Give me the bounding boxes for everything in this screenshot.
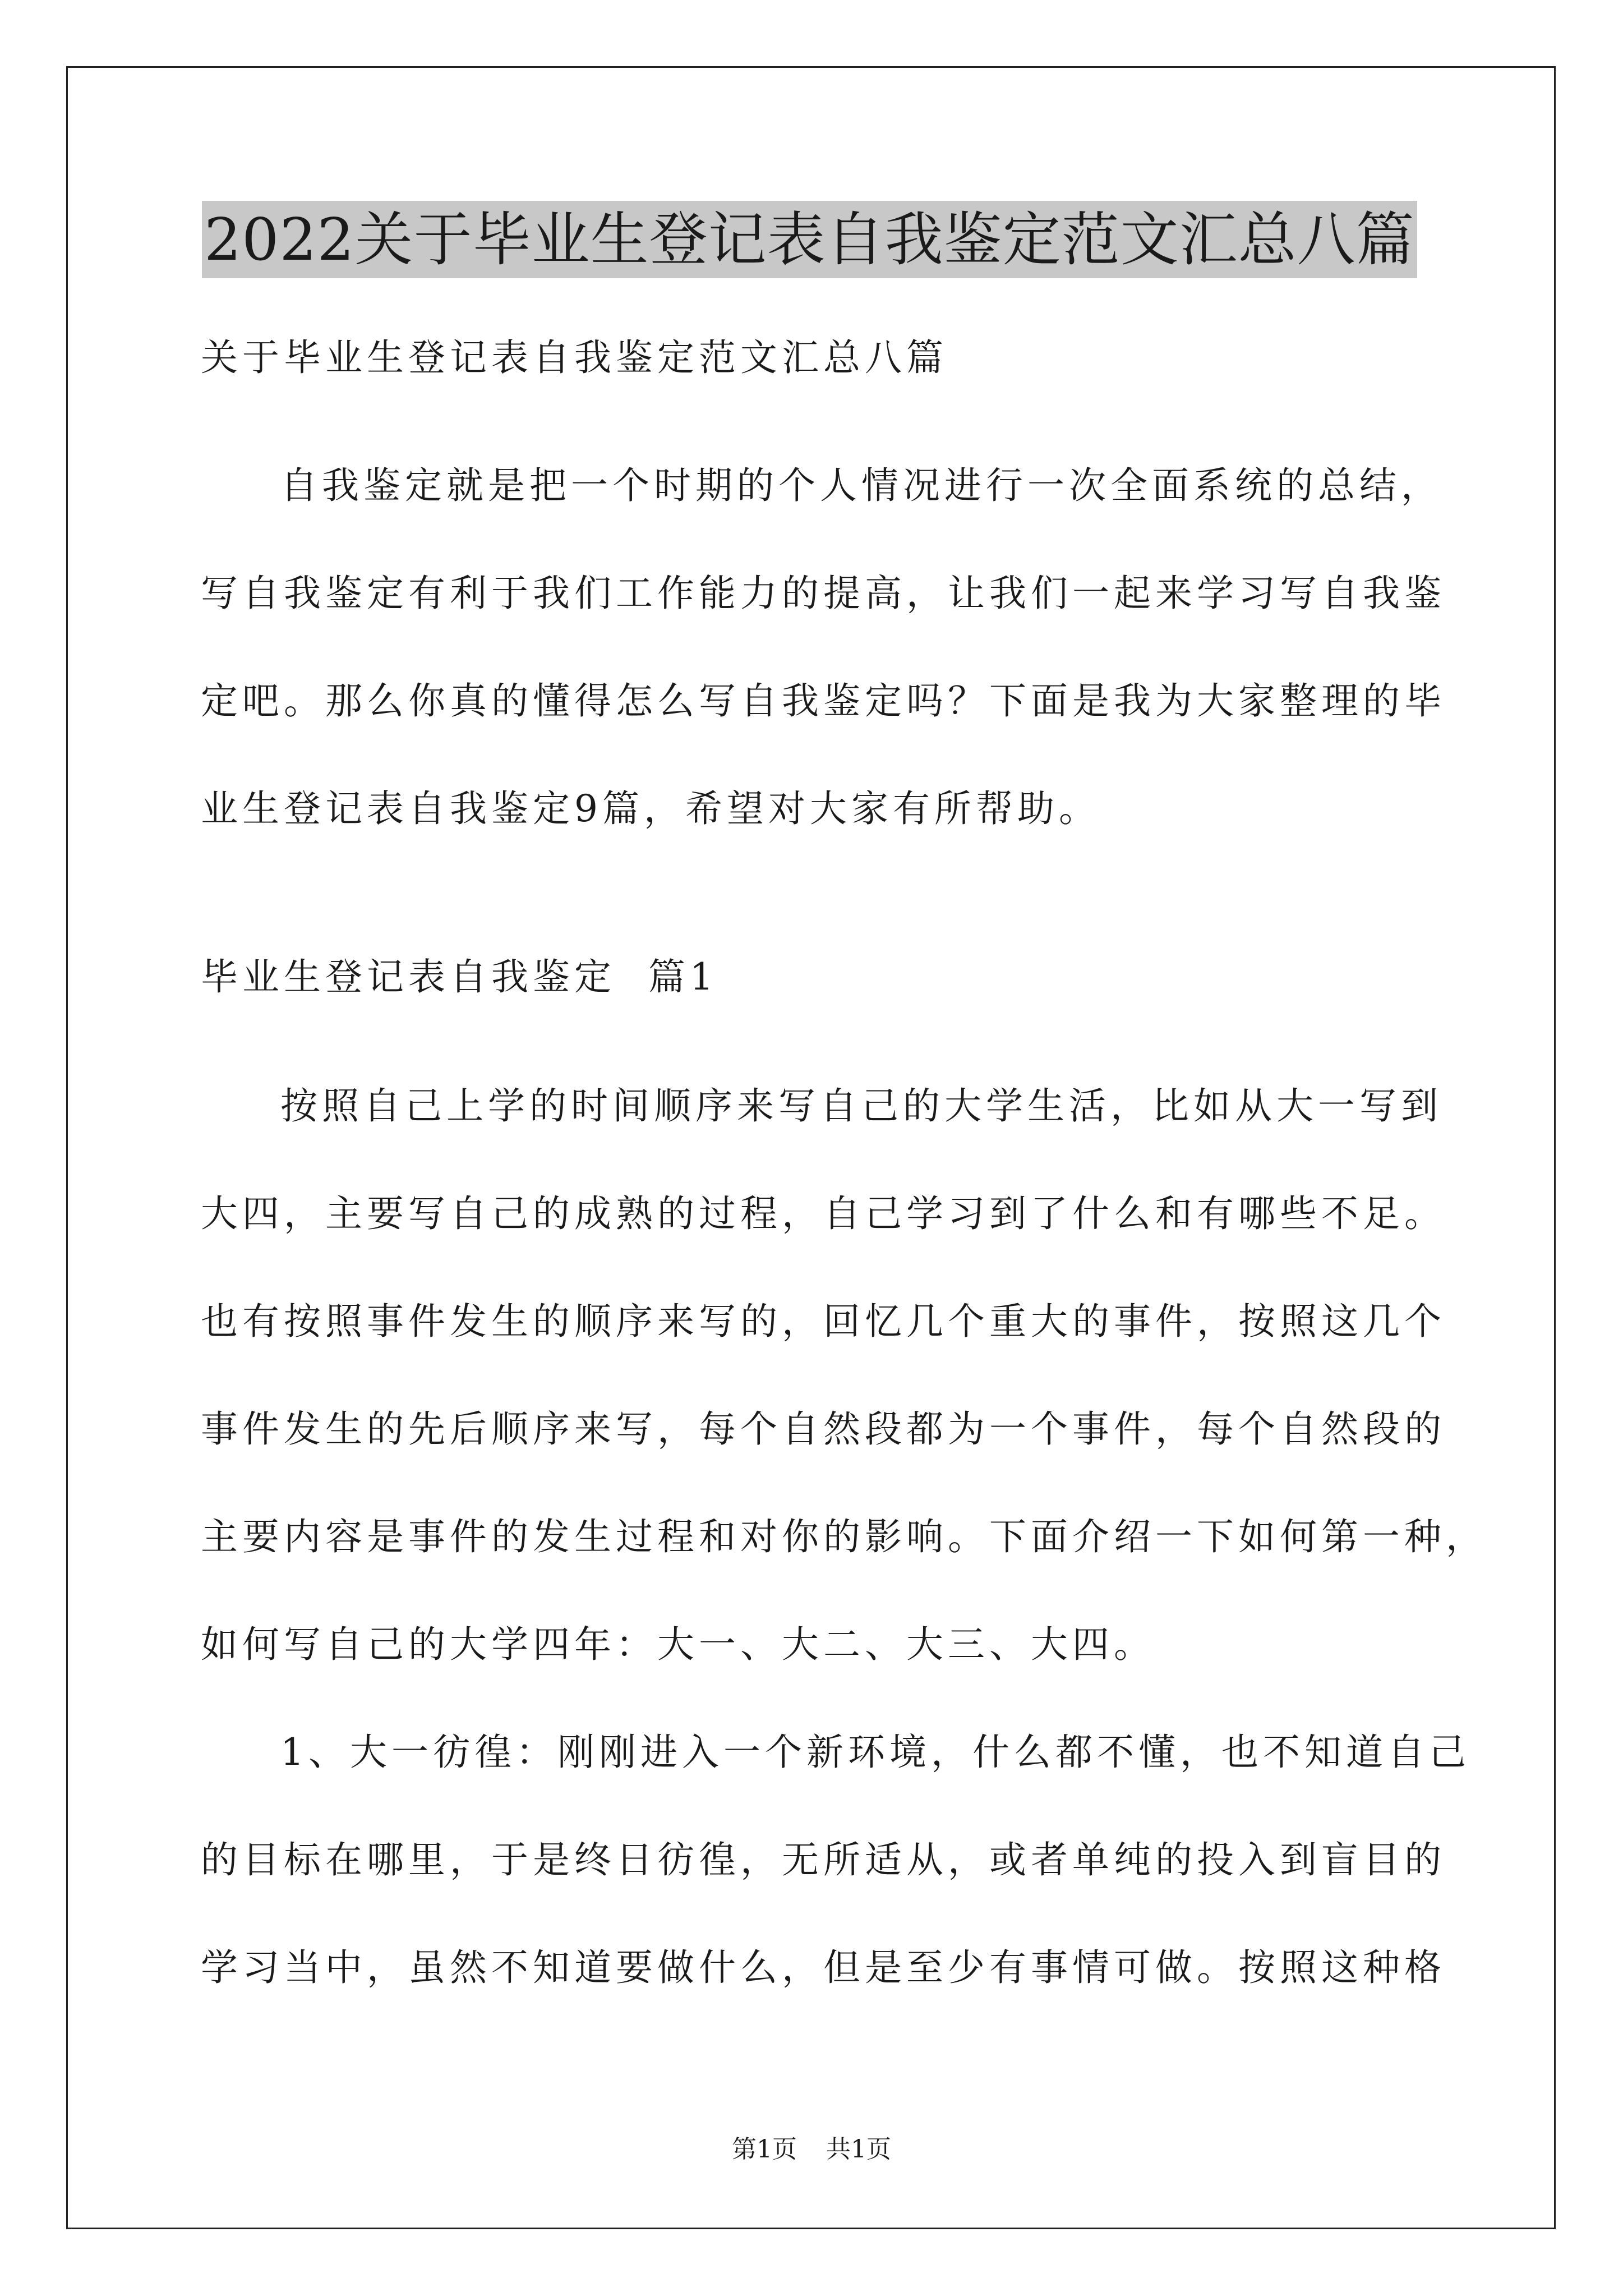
paragraph-line: 主要内容是事件的发生过程和对你的影响。下面介绍一下如何第一种， bbox=[201, 1515, 1487, 1558]
intro-line: 写自我鉴定有利于我们工作能力的提高，让我们一起来学习写自我鉴 bbox=[201, 572, 1446, 615]
subtitle: 关于毕业生登记表自我鉴定范文汇总八篇 bbox=[201, 336, 948, 379]
intro-line: 自我鉴定就是把一个时期的个人情况进行一次全面系统的总结， bbox=[280, 464, 1442, 507]
paragraph-line: 的目标在哪里，于是终日彷徨，无所适从，或者单纯的投入到盲目的 bbox=[201, 1838, 1446, 1881]
paragraph-line: 也有按照事件发生的顺序来写的，回忆几个重大的事件，按照这几个 bbox=[201, 1300, 1446, 1343]
paragraph-line: 1、大一彷徨：刚刚进入一个新环境，什么都不懂，也不知道自己 bbox=[280, 1731, 1470, 1774]
paragraph-line: 事件发生的先后顺序来写，每个自然段都为一个事件，每个自然段的 bbox=[201, 1407, 1446, 1451]
document-title: 2022关于毕业生登记表自我鉴定范文汇总八篇 bbox=[202, 201, 1417, 278]
paragraph-line: 如何写自己的大学四年：大一、大二、大三、大四。 bbox=[201, 1623, 1155, 1666]
intro-line: 业生登记表自我鉴定9篇，希望对大家有所帮助。 bbox=[201, 787, 1100, 830]
page-border bbox=[66, 66, 1556, 2229]
page-total: 共1页 bbox=[826, 2135, 891, 2164]
paragraph-line: 大四，主要写自己的成熟的过程，自己学习到了什么和有哪些不足。 bbox=[201, 1192, 1446, 1235]
page-footer bbox=[0, 2133, 1623, 2166]
paragraph-line: 学习当中，虽然不知道要做什么，但是至少有事情可做。按照这种格 bbox=[201, 1946, 1446, 1989]
intro-line: 定吧。那么你真的懂得怎么写自我鉴定吗？下面是我为大家整理的毕 bbox=[201, 679, 1446, 723]
section-heading: 毕业生登记表自我鉴定 篇1 bbox=[201, 955, 718, 999]
page-number: 第1页 bbox=[732, 2135, 797, 2164]
paragraph-line: 按照自己上学的时间顺序来写自己的大学生活，比如从大一写到 bbox=[280, 1084, 1442, 1128]
